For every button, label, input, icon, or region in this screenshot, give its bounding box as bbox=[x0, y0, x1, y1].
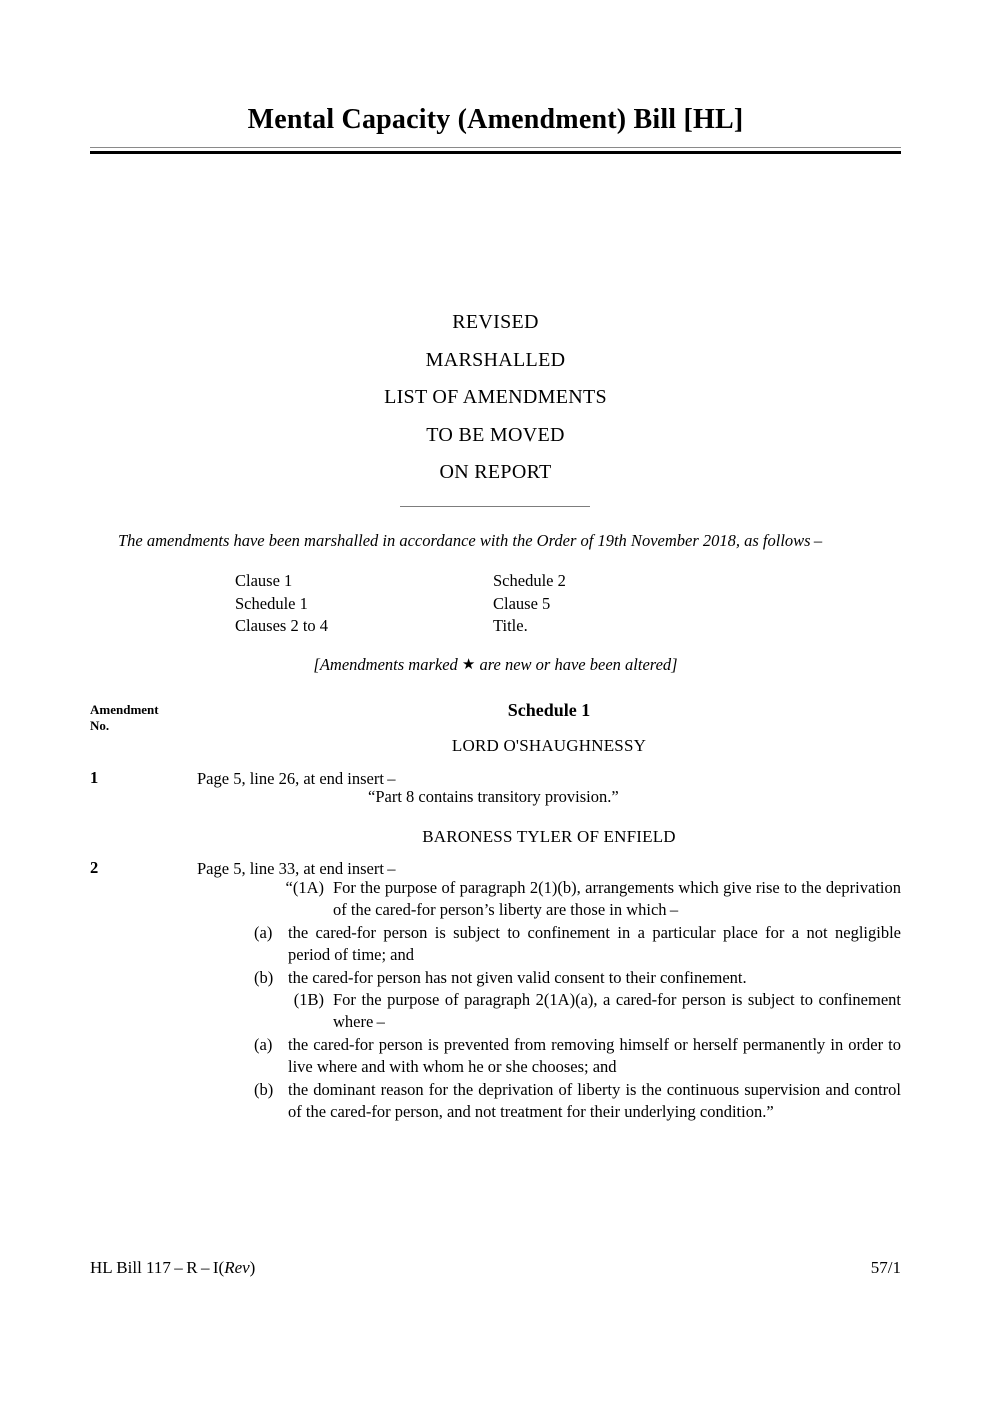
clause-order-item: Title. bbox=[493, 616, 528, 635]
star-icon: ★ bbox=[461, 657, 476, 673]
provision-sub-marker: (b) bbox=[254, 1079, 274, 1099]
provision-sub-body: the dominant reason for the deprivation of liberty is the continuous supervision and control of the cared-for person, and not treatment for their underlying condition.” bbox=[288, 1079, 901, 1122]
marshalling-note: The amendments have been marshalled in accordance with the Order of 19th November 2018, as follows – bbox=[118, 531, 823, 550]
provision-sub-body: the cared-for person has not given valid consent to their confinement. bbox=[288, 967, 747, 987]
inserted-provision-block bbox=[197, 877, 901, 1123]
heading-line-on-report: ON REPORT bbox=[439, 461, 552, 483]
amendment-lead-text: Page 5, line 26, at end insert – bbox=[197, 769, 396, 788]
clause-order-item: Clause 5 bbox=[493, 593, 551, 613]
provision-sub-list bbox=[254, 1034, 901, 1124]
amendment-no-column-label: Amendment No. bbox=[90, 702, 159, 733]
amendment-lead-text: Page 5, line 33, at end insert – bbox=[197, 859, 396, 878]
provision-sub-body: the cared-for person is prevented from removing himself or herself permanently in order to live where and with whom he or she chooses; and bbox=[288, 1034, 901, 1077]
heading-line-to-be-moved: TO BE MOVED bbox=[426, 423, 565, 446]
provision-sub-body: the cared-for person is subject to confinement in a particular place for a not negligible period of time; and bbox=[288, 922, 901, 965]
provision-sub-item bbox=[254, 967, 901, 989]
star-note-open-bracket: [ bbox=[313, 655, 320, 674]
star-note-text-before: Amendments marked bbox=[319, 655, 462, 674]
provision-sub-marker: (a) bbox=[254, 1034, 273, 1054]
provision-sub-marker: (b) bbox=[254, 967, 274, 987]
provision-sub-item bbox=[254, 922, 901, 967]
heading-line-list-of-amendments: LIST OF AMENDMENTS bbox=[384, 386, 607, 408]
sponsor-name: BARONESS TYLER OF ENFIELD bbox=[422, 827, 676, 846]
schedule-heading: Schedule 1 bbox=[507, 700, 591, 720]
clause-order-row bbox=[235, 593, 735, 616]
provision-sub-item bbox=[254, 1034, 901, 1079]
provision-marker: (1B) bbox=[293, 990, 324, 1010]
amendment-number: 1 bbox=[90, 768, 99, 787]
document-heading-stack bbox=[90, 304, 901, 492]
clause-order-row bbox=[235, 615, 735, 638]
page-number: 57/1 bbox=[870, 1258, 901, 1277]
provision-body: For the purpose of paragraph 2(1A)(a), a cared-for person is subject to confinement where – bbox=[333, 990, 901, 1032]
bill-reference-prefix: HL Bill 117 – R – I( bbox=[90, 1258, 225, 1277]
title-rule-group bbox=[90, 147, 901, 154]
provision-paragraph bbox=[197, 877, 901, 922]
clause-order-list bbox=[235, 570, 735, 638]
clause-order-item: Clause 1 bbox=[235, 571, 293, 590]
provision-sub-list bbox=[254, 922, 901, 989]
provision-sub-item bbox=[254, 1079, 901, 1124]
page-footer bbox=[90, 1258, 901, 1278]
title-rule-thick bbox=[90, 151, 901, 154]
provision-marker: “(1A) bbox=[285, 878, 324, 897]
provision-sub-marker: (a) bbox=[254, 922, 273, 942]
star-note-close-bracket: ] bbox=[671, 655, 678, 674]
bill-reference-suffix: ) bbox=[249, 1258, 256, 1277]
clause-order-item: Schedule 2 bbox=[493, 571, 566, 590]
star-legend-note bbox=[90, 655, 901, 675]
sponsor-name: LORD O'SHAUGHNESSY bbox=[451, 736, 647, 755]
inserted-text-line: “Part 8 contains transitory provision.” bbox=[368, 787, 619, 806]
bill-reference-rev: Rev bbox=[224, 1258, 250, 1277]
clause-order-item: Schedule 1 bbox=[235, 593, 308, 613]
amendment-number: 2 bbox=[90, 858, 99, 877]
page-title: Mental Capacity (Amendment) Bill [HL] bbox=[247, 104, 744, 135]
star-note-text-after: are new or have been altered bbox=[475, 655, 672, 674]
bill-reference bbox=[90, 1258, 255, 1278]
section-divider-rule bbox=[400, 506, 590, 507]
clause-order-row bbox=[235, 570, 735, 593]
clause-order-item: Clauses 2 to 4 bbox=[235, 616, 329, 635]
heading-line-marshalled: MARSHALLED bbox=[425, 348, 566, 371]
provision-paragraph bbox=[197, 989, 901, 1034]
provision-body: For the purpose of paragraph 2(1)(b), arrangements which give rise to the deprivation of the cared-for person’s liberty are those in which – bbox=[333, 878, 901, 920]
heading-line-revised: REVISED bbox=[452, 311, 539, 333]
